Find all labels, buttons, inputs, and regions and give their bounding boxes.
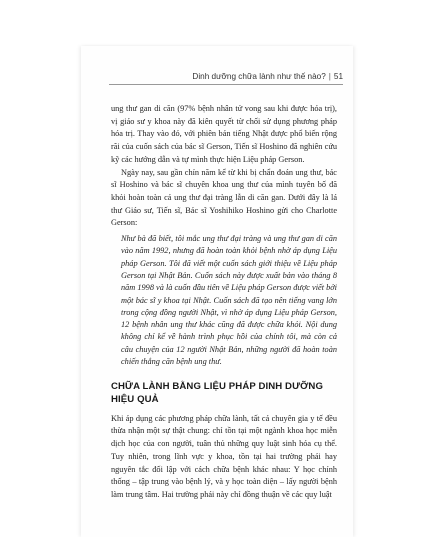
running-header-title: Dinh dưỡng chữa lành như thế nào? [192, 72, 326, 81]
quoted-letter: Như bà đã biết, tôi mắc ung thư đại tràng và ung thư gan di căn vào năm 1992, nhưng đã hoàn toàn khỏi bệnh nhờ áp dụng Liệu pháp Gerson. Tôi đã viết một cuốn sách giới thiệu về Liệu pháp Gerson tại Nhật Bản. Cuốn sách này được xuất bản vào tháng 8 năm 1998 và là cuốn đầu tiên về Liệu pháp Gerson được viết bởi một bác sĩ y khoa tại Nhật. Cuốn sách đã tạo nên tiếng vang lớn trong cộng đồng người Nhật, vì nhờ áp dụng Liệu pháp Gerson, 12 bệnh nhân ung thư khác cũng đã được chữa khỏi. Nội dung không chỉ kể về hành trình phục hồi của chính tôi, mà còn cả câu chuyện của 12 người Nhật Bản, những người đã hoàn toàn chiến thắng căn bệnh ung thư. [121, 234, 337, 366]
section-heading: CHỮA LÀNH BẰNG LIỆU PHÁP DINH DƯỠNG HIỆU QUẢ [111, 381, 324, 405]
running-header [192, 72, 343, 81]
running-header-separator: | [328, 72, 331, 81]
paragraph-section-body: Khi áp dụng các phương pháp chữa lành, tất cả chuyên gia y tế đều thừa nhận một sự thật chung: chỉ tồn tại một ngành khoa học miễn dịch học của con người, tuân thủ những quy luật sinh hóa cụ thể. Tuy nhiên, trong lĩnh vực y khoa, tồn tại hai trường phái hay nguyên tắc đối lập với cách chữa bệnh khác nhau: Y học chính thống – tập trung vào bệnh lý, và y học toàn diện – lấy người bệnh làm trung tâm. Hai trường phái này chỉ đồng thuận về các quy luật [111, 413, 337, 499]
page-number: 51 [333, 72, 343, 81]
body-text [111, 103, 337, 502]
paragraph-continued: ung thư gan di căn (97% bệnh nhân tử vong sau khi được hóa trị), vị giáo sư y khoa này đã kiên quyết từ chối sử dụng phương pháp hóa trị. Thay vào đó, với phiên bản tiếng Nhật được phổ biến rộng rãi của cuốn sách của bác sĩ Gerson, Tiến sĩ Hoshino đã nghiên cứu kỹ các hướng dẫn và tự mình thực hiện Liệu pháp Gerson. [111, 104, 337, 164]
paragraph-hoshino: Ngày nay, sau gần chín năm kể từ khi bị chẩn đoán ung thư, bác sĩ Hoshino và bác sĩ chuyên khoa ung thư của mình tuyên bố đã khỏi hoàn toàn cả ung thư đại tràng lẫn di căn gan. Dưới đây là lá thư Giáo sư, Tiến sĩ, Bác sĩ Yoshihiko Hoshino gửi cho Charlotte Gerson: [111, 167, 337, 228]
book-page [81, 46, 353, 537]
header-rule [109, 84, 343, 85]
